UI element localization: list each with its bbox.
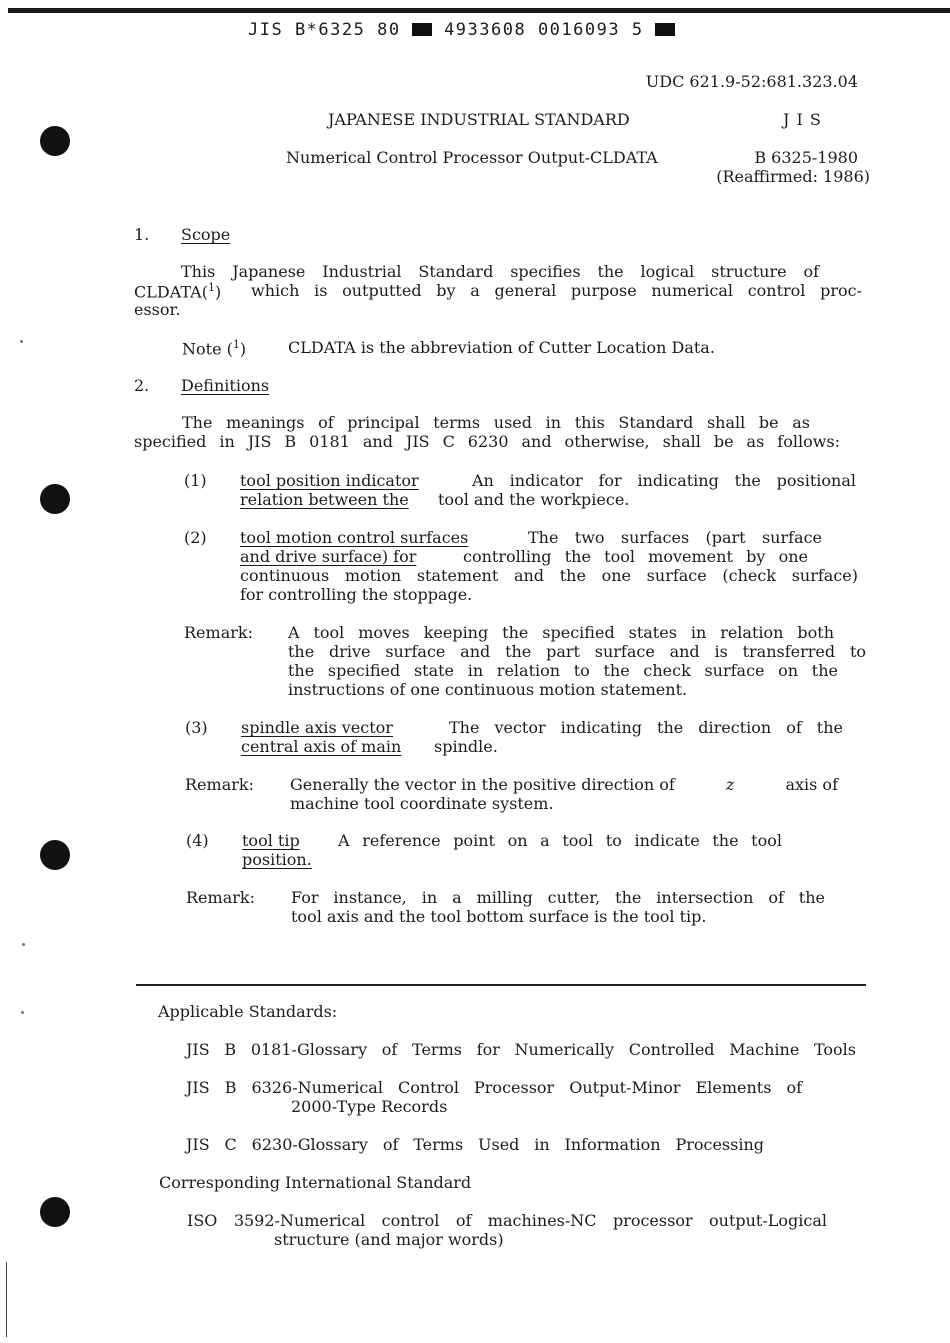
applicable-item-1: JIS B 0181-Glossary of Terms for Numerically Controlled Machine Tools bbox=[186, 1040, 856, 1059]
item-4-term-cont: position. bbox=[242, 850, 312, 869]
corresponding-line-1: ISO 3592-Numerical control of machines-NC processor output-Logical bbox=[187, 1211, 827, 1230]
top-border-rule bbox=[8, 8, 950, 13]
remark-3-label: Remark: bbox=[186, 888, 255, 907]
speck bbox=[21, 1011, 24, 1014]
jis-mark: J I S bbox=[783, 110, 822, 129]
remark-3-line-2: tool axis and the tool bottom surface is the tool tip. bbox=[291, 907, 707, 926]
standard-title: JAPANESE INDUSTRIAL STANDARD bbox=[328, 110, 630, 129]
remark-2-label: Remark: bbox=[185, 775, 254, 794]
remark-2-text-b: axis of bbox=[785, 775, 838, 794]
speck bbox=[22, 943, 25, 946]
header-block-mark bbox=[412, 23, 432, 36]
item-4-def: A reference point on a tool to indicate the tool bbox=[338, 831, 782, 850]
punch-hole bbox=[40, 1197, 70, 1227]
punch-hole bbox=[40, 126, 70, 156]
scope-line-3: essor. bbox=[134, 300, 181, 319]
header-code-middle: 4933608 0016093 5 bbox=[444, 20, 644, 40]
remark-1-label: Remark: bbox=[184, 623, 253, 642]
section2-number: 2. bbox=[134, 376, 150, 395]
remark-3-line-1: For instance, in a milling cutter, the intersection of the bbox=[291, 888, 825, 907]
document-number: B 6325-1980 bbox=[754, 148, 858, 167]
footnote-divider bbox=[136, 984, 866, 986]
remark-2-text-a: Generally the vector in the positive direction of bbox=[290, 775, 675, 794]
section2-heading: Definitions bbox=[181, 376, 270, 395]
section1-heading: Scope bbox=[181, 225, 231, 244]
item-2-term-cont: and drive surface) for bbox=[240, 547, 417, 566]
speck bbox=[20, 340, 23, 343]
item-2-number: (2) bbox=[184, 528, 207, 547]
header-block-mark bbox=[655, 23, 675, 36]
remark-1-line-1: A tool moves keeping the specified states in relation both bbox=[288, 623, 834, 642]
scan-edge-line bbox=[6, 1262, 7, 1337]
item-2-line-3: continuous motion statement and the one surface (check surface) bbox=[240, 566, 858, 585]
scope-line-2-rest: which is outputted by a general purpose numerical control proc- bbox=[251, 281, 862, 300]
punch-hole bbox=[40, 484, 70, 514]
remark-1-line-2: the drive surface and the part surface and is transferred to bbox=[288, 642, 866, 661]
note-text: CLDATA is the abbreviation of Cutter Location Data. bbox=[288, 338, 715, 357]
punch-hole bbox=[40, 840, 70, 870]
note-label-ref: 1 bbox=[232, 338, 240, 351]
header-code-left: JIS B*6325 80 bbox=[248, 20, 401, 40]
note-label: Note ($^1$) bbox=[182, 338, 247, 359]
note-ref: 1 bbox=[207, 281, 215, 294]
document-title: Numerical Control Processor Output-CLDATA bbox=[286, 148, 658, 167]
remark-2-line-2: machine tool coordinate system. bbox=[290, 794, 554, 813]
corresponding-heading: Corresponding International Standard bbox=[159, 1173, 472, 1192]
item-2-line-4: for controlling the stoppage. bbox=[240, 585, 473, 604]
item-3-number: (3) bbox=[185, 718, 208, 737]
item-4-number: (4) bbox=[186, 831, 209, 850]
remark-2-axis-letter: z bbox=[725, 775, 735, 794]
item-3-def-cont: spindle. bbox=[434, 737, 498, 756]
section1-number: 1. bbox=[134, 225, 150, 244]
item-1-term-cont: relation between the bbox=[240, 490, 409, 509]
item-3-term-cont: central axis of main bbox=[241, 737, 402, 756]
remark-2-line-1 bbox=[290, 775, 838, 794]
item-2-term: tool motion control surfaces bbox=[240, 528, 469, 547]
corresponding-line-2: structure (and major words) bbox=[274, 1230, 504, 1249]
definitions-intro-line-1: The meanings of principal terms used in this Standard shall be as bbox=[182, 413, 810, 432]
cldata-word: CLDATA( bbox=[134, 282, 208, 302]
item-2-def: The two surfaces (part surface bbox=[528, 528, 822, 547]
applicable-item-2-cont: 2000-Type Records bbox=[291, 1097, 448, 1116]
reaffirmed-date: (Reaffirmed: 1986) bbox=[716, 167, 870, 186]
item-1-def: An indicator for indicating the positional bbox=[472, 471, 856, 490]
item-3-def: The vector indicating the direction of the bbox=[449, 718, 843, 737]
remark-1-line-4: instructions of one continuous motion statement. bbox=[288, 680, 688, 699]
applicable-item-2: JIS B 6326-Numerical Control Processor Output-Minor Elements of bbox=[186, 1078, 802, 1097]
note-label-text: Note ( bbox=[182, 339, 233, 359]
item-1-number: (1) bbox=[184, 471, 207, 490]
scope-line-2: CLDATA($^1$) bbox=[134, 281, 222, 302]
scope-line-1: This Japanese Industrial Standard specifies the logical structure of bbox=[181, 262, 819, 281]
remark-1-line-3: the specified state in relation to the check surface on the bbox=[288, 661, 838, 680]
applicable-heading: Applicable Standards: bbox=[158, 1002, 338, 1021]
udc-code: UDC 621.9-52:681.323.04 bbox=[645, 72, 858, 91]
definitions-intro-line-2: specified in JIS B 0181 and JIS C 6230 and otherwise, shall be as follows: bbox=[134, 432, 840, 451]
item-4-term: tool tip bbox=[242, 831, 300, 850]
applicable-item-3: JIS C 6230-Glossary of Terms Used in Information Processing bbox=[186, 1135, 764, 1154]
item-3-term: spindle axis vector bbox=[241, 718, 393, 737]
item-1-def-cont: tool and the workpiece. bbox=[438, 490, 630, 509]
item-1-term: tool position indicator bbox=[240, 471, 419, 490]
item-2-def-cont: controlling the tool movement by one bbox=[463, 547, 808, 566]
header-code-line bbox=[248, 20, 675, 40]
